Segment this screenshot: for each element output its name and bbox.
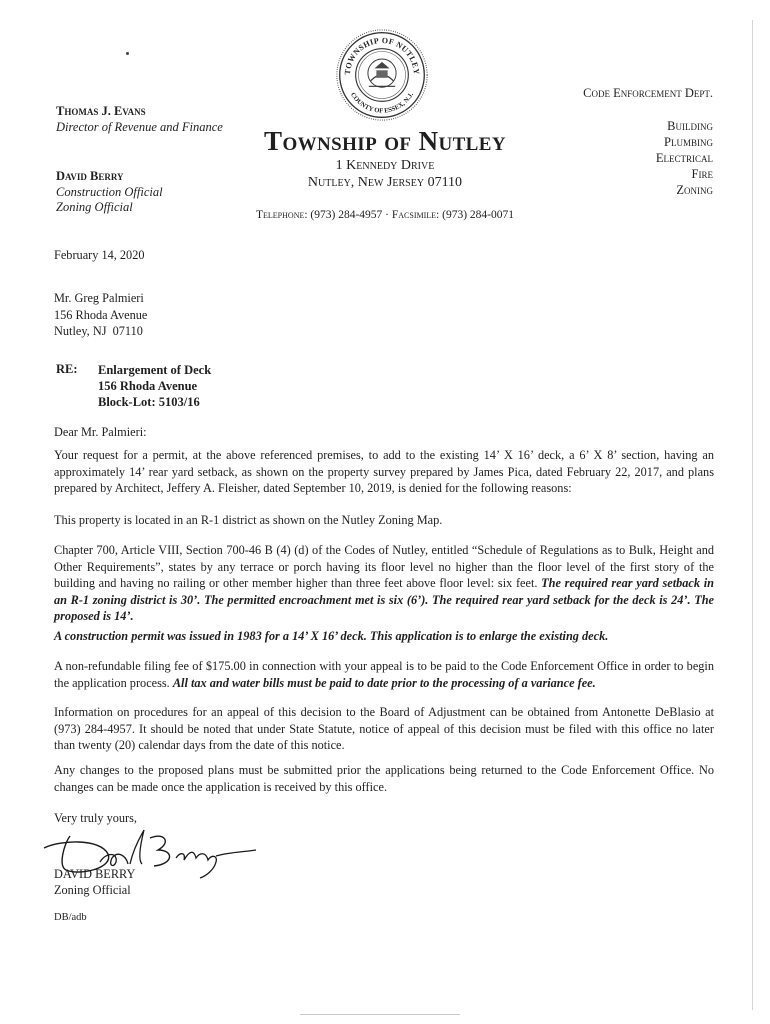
svg-text:TOWNSHIP OF NUTLEY: TOWNSHIP OF NUTLEY xyxy=(342,35,422,76)
paper-speck xyxy=(126,52,129,55)
signer-title: Zoning Official xyxy=(54,883,131,897)
page-edge-rule xyxy=(752,20,753,1010)
regulation-text: Chapter 700, Article VIII, Section 700-46 B (4) (d) of the Codes of Nutley, entitled “Schedule of Regulations as to Bulk, Height and Other Requirements”, states by any terrace or porch having its floor level no higher than the floor level of the first story of the building and having no railing or other member higher than three feet above floor level: six feet. xyxy=(54,543,714,590)
recipient-city: Nutley, NJ 07110 xyxy=(54,324,143,338)
filing-fee-emphasis: All tax and water bills must be paid to date prior to the processing of a variance fee. xyxy=(172,675,596,690)
paragraph-regulation xyxy=(54,542,714,625)
typist-initials: DB/adb xyxy=(54,912,87,923)
director-name: Thomas J. Evans xyxy=(56,104,146,118)
paragraph-appeal: Information on procedures for an appeal of this decision to the Board of Adjustment can be obtained from Antonette DeBlasio at (973) 284-4957. It should be noted that under State Statute, notice of appeal of this decision must be filed with this office no later than twenty (20) calendar days from the date of this notice. xyxy=(54,705,714,752)
recipient-block xyxy=(54,290,714,340)
township-address-line-2: Nutley, New Jersey 07110 xyxy=(307,175,463,190)
re-label: RE: xyxy=(56,362,78,376)
township-name: Township of Nutley xyxy=(264,126,506,156)
official-name: David Berry xyxy=(56,169,124,183)
letter-date: February 14, 2020 xyxy=(54,248,145,262)
township-address-line-1: 1 Kennedy Drive xyxy=(335,158,435,173)
paragraph-permit-history: A construction permit was issued in 1983 for a 14’ X 16’ deck. This application is to enlarge the existing deck. xyxy=(54,629,609,643)
service-item: Fire xyxy=(691,167,713,181)
township-seal xyxy=(335,28,429,122)
filing-fee-text: A non-refundable filing fee of $175.00 in connection with your appeal is to be paid to the Code Enforcement Office in order to begin the application process. xyxy=(54,659,714,690)
director-title: Director of Revenue and Finance xyxy=(56,120,223,134)
service-item: Zoning xyxy=(676,183,713,197)
recipient-name: Mr. Greg Palmieri xyxy=(54,291,144,305)
regulation-emphasis: The required rear yard setback in an R-1 zoning district is 30’. The permitted encroachment met is six (6’). The required rear yard setback for the deck is 24’. The proposed is 14’. xyxy=(54,576,714,623)
recipient-street: 156 Rhoda Avenue xyxy=(54,307,148,322)
signer-name: DAVID BERRY xyxy=(54,867,136,881)
service-item: Building xyxy=(667,119,713,133)
svg-text:COUNTY OF ESSEX, N.J.: COUNTY OF ESSEX, N.J. xyxy=(348,91,416,115)
service-item: Electrical xyxy=(655,151,713,165)
salutation: Dear Mr. Palmieri: xyxy=(54,425,147,439)
paragraph-filing-fee xyxy=(54,658,714,691)
services-list xyxy=(600,118,713,198)
contact-line: Telephone: (973) 284-4957 · Facsimile: (973) 284-0071 xyxy=(256,209,514,221)
re-subject xyxy=(98,362,211,410)
paragraph-request: Your request for a permit, at the above referenced premises, to add to the existing 14’ X 16’ deck, a 6’ X 8’ section, having an approximately 14’ rear yard setback, as shown on the property survey prepared by James Pica, dated February 22, 2017, and plans prepared by Architect, Jeffery A. Fleisher, dated September 10, 2019, is denied for the following reasons: xyxy=(54,448,714,495)
paragraph-district: This property is located in an R-1 district as shown on the Nutley Zoning Map. xyxy=(54,513,443,527)
paragraph-changes: Any changes to the proposed plans must be submitted prior the applications being returned to the Code Enforcement Office. No changes can be made once the application is received by this office. xyxy=(54,763,714,794)
footer-rule xyxy=(300,1014,460,1015)
department-name: Code Enforcement Dept. xyxy=(583,86,713,100)
re-line: 156 Rhoda Avenue xyxy=(98,379,198,393)
re-line: Enlargement of Deck xyxy=(98,363,212,377)
re-line: Block-Lot: 5103/16 xyxy=(98,395,200,409)
closing: Very truly yours, xyxy=(54,811,137,825)
service-item: Plumbing xyxy=(664,135,713,149)
official-title-zoning: Zoning Official xyxy=(56,200,133,214)
official-title-construction: Construction Official xyxy=(56,185,163,199)
